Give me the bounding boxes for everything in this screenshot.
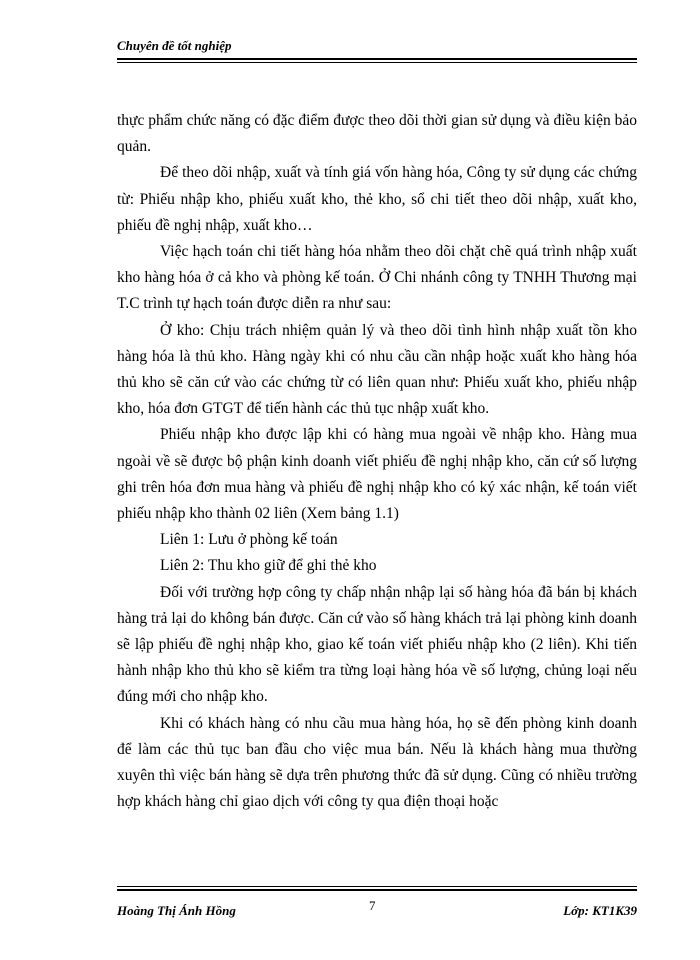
page-header-title: Chuyên đề tốt nghiệp: [117, 38, 232, 53]
paragraph: Liên 2: Thu kho giữ để ghi thẻ kho: [160, 557, 377, 575]
page-number: 7: [369, 898, 376, 913]
paragraph: Việc hạch toán chi tiết hàng hóa nhằm theo dõi chặt chẽ quá trình nhập xuất kho hàng hóa ở cả kho và phòng kế toán. Ở Chi nhánh công ty TNHH Thương mại T.C trình tự hạch toán được diễn ra như sau:: [117, 243, 637, 313]
paragraph: Ở kho: Chịu trách nhiệm quản lý và theo dõi tình hình nhập xuất tồn kho hàng hóa là thủ kho. Hàng ngày khi có nhu cầu cần nhập hoặc xuất kho hàng hóa thủ kho sẽ căn cứ vào các chứng từ có liên quan như: Phiếu xuất kho, phiếu nhập kho, hóa đơn GTGT để tiến hành các thủ tục nhập xuất kho.: [117, 321, 637, 418]
paragraph: Đối với trường hợp công ty chấp nhận nhập lại số hàng hóa đã bán bị khách hàng trả lại do không bán được. Căn cứ vào số hàng khách trả lại phòng kinh doanh sẽ lập phiếu đề nghị nhập kho, giao kế toán viết phiếu nhập kho (2 liên). Khi tiến hành nhập kho thủ kho sẽ kiểm tra từng loại hàng hóa về số lượng, chủng loại nếu đúng mới cho nhập kho.: [117, 583, 637, 706]
paragraph: Liên 1: Lưu ở phòng kế toán: [160, 531, 338, 549]
footer-class: Lớp: KT1K39: [563, 903, 637, 918]
paragraph: Để theo dõi nhập, xuất và tính giá vốn hàng hóa, Công ty sử dụng các chứng từ: Phiếu nhập kho, phiếu xuất kho, thẻ kho, sổ chi tiết theo dõi nhập, xuất kho, phiếu đề nghị nhập, xuất kho…: [117, 164, 637, 234]
paragraph: Phiếu nhập kho được lập khi có hàng mua ngoài về nhập kho. Hàng mua ngoài về sẽ được bộ phận kinh doanh viết phiếu đề nghị nhập kho, căn cứ số lượng ghi trên hóa đơn mua hàng và phiếu đề nghị nhập kho có ký xác nhận, kế toán viết phiếu nhập kho thành 02 liên (Xem bảng 1.1): [117, 426, 637, 523]
paragraph: Khi có khách hàng có nhu cầu mua hàng hóa, họ sẽ đến phòng kinh doanh để làm các thủ tục ban đầu cho việc mua bán. Nếu là khách hàng mua thường xuyên thì việc bán hàng sẽ dựa trên phương thức đã sử dụng. Cũng có nhiều trường hợp khách hàng chỉ giao dịch với công ty qua điện thoại hoặc: [117, 714, 637, 811]
footer-author: Hoàng Thị Ánh Hồng: [117, 903, 236, 918]
paragraph: thực phẩm chức năng có đặc điểm được theo dõi thời gian sử dụng và điều kiện bảo quản.: [117, 112, 637, 156]
footer-rule: [117, 886, 637, 891]
header-rule: [117, 58, 637, 63]
body-text: [117, 108, 637, 815]
